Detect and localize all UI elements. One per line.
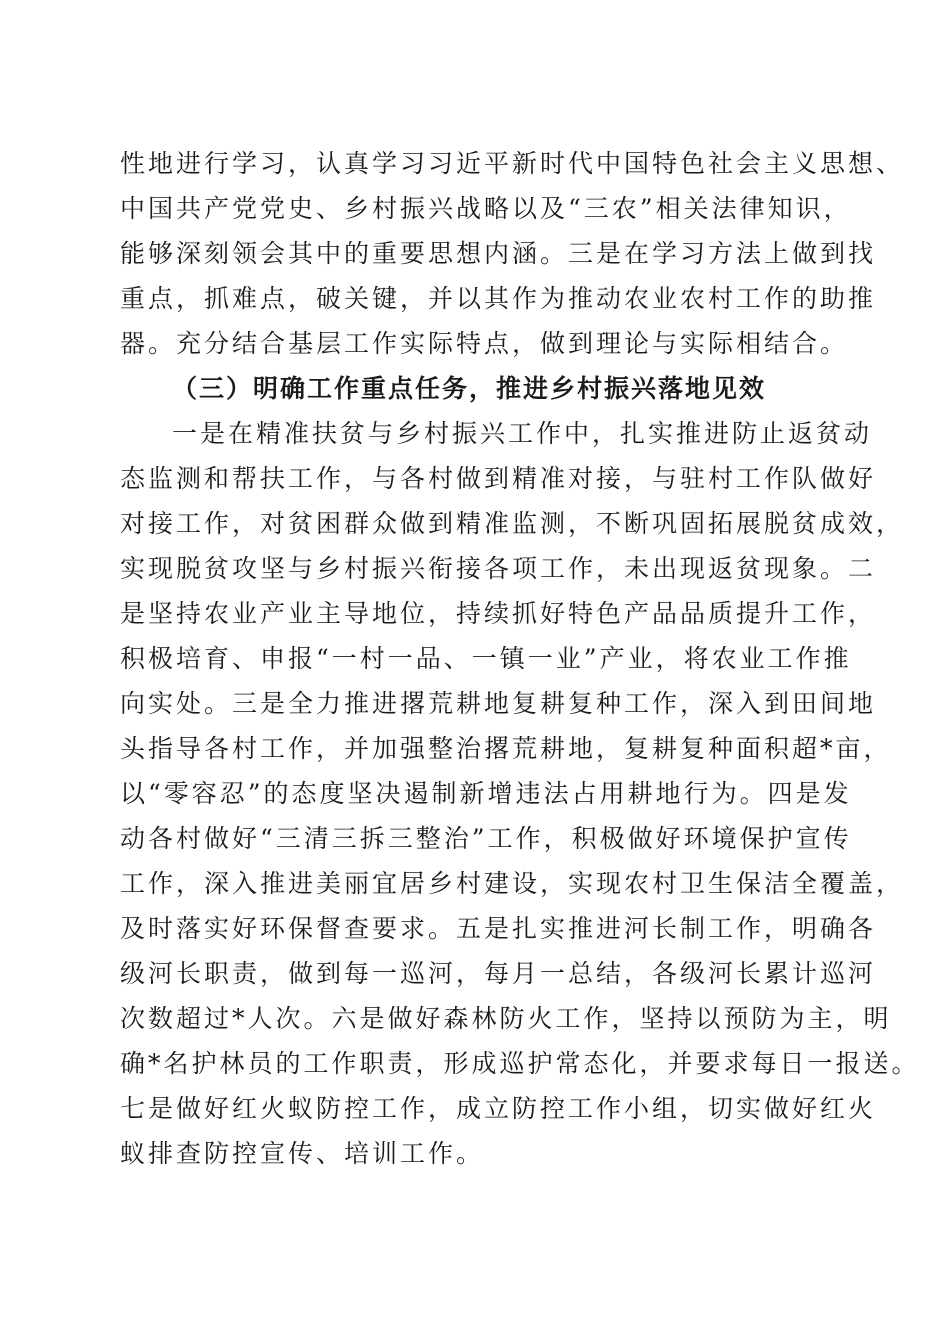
text-line: 态监测和帮扶工作，与各村做到精准对接，与驻村工作队做好 [120, 464, 877, 493]
text-line: 器。充分结合基层工作实际特点，做到理论与实际相结合。 [120, 329, 849, 358]
text-line: 及时落实好环保督查要求。五是扎实推进河长制工作，明确各 [120, 914, 877, 943]
text-line: 工作，深入推进美丽宜居乡村建设，实现农村卫生保洁全覆盖， [120, 869, 905, 898]
text-line: 以“零容忍”的态度坚决遏制新增违法占用耕地行为。四是发 [120, 779, 852, 808]
text-line: 动各村做好“三清三拆三整治”工作，积极做好环境保护宣传 [120, 824, 852, 853]
text-line: 中国共产党党史、乡村振兴战略以及“三农”相关法律知识， [120, 194, 852, 223]
paragraph-first-line: 一是在精准扶贫与乡村振兴工作中，扎实推进防止返贫动 [172, 419, 873, 448]
text-line: 向实处。三是全力推进撂荒耕地复耕复种工作，深入到田间地 [120, 689, 877, 718]
text-line: 积极培育、申报“一村一品、一镇一业”产业，将农业工作推 [120, 644, 852, 673]
text-line: 实现脱贫攻坚与乡村振兴衔接各项工作，未出现返贫现象。二 [120, 554, 877, 583]
text-line: 重点，抓难点，破关键，并以其作为推动农业农村工作的助推 [120, 284, 877, 313]
text-line: 级河长职责，做到每一巡河，每月一总结，各级河长累计巡河 [120, 959, 877, 988]
section-heading: （三）明确工作重点任务，推进乡村振兴落地见效 [172, 374, 767, 403]
text-line: 次数超过*人次。六是做好森林防火工作，坚持以预防为主，明 [120, 1004, 892, 1033]
text-line: 七是做好红火蚁防控工作，成立防控工作小组，切实做好红火 [120, 1094, 877, 1123]
text-line: 蚁排查防控宣传、培训工作。 [120, 1139, 485, 1168]
text-line: 性地进行学习，认真学习习近平新时代中国特色社会主义思想、 [120, 149, 905, 178]
text-line: 确*名护林员的工作职责，形成巡护常态化，并要求每日一报送。 [120, 1049, 920, 1078]
text-line: 头指导各村工作，并加强整治撂荒耕地，复耕复种面积超*亩， [120, 734, 892, 763]
text-line: 是坚持农业产业主导地位，持续抓好特色产品品质提升工作， [120, 599, 877, 628]
text-line: 能够深刻领会其中的重要思想内涵。三是在学习方法上做到找 [120, 239, 877, 268]
text-line: 对接工作，对贫困群众做到精准监测，不断巩固拓展脱贫成效， [120, 509, 905, 538]
